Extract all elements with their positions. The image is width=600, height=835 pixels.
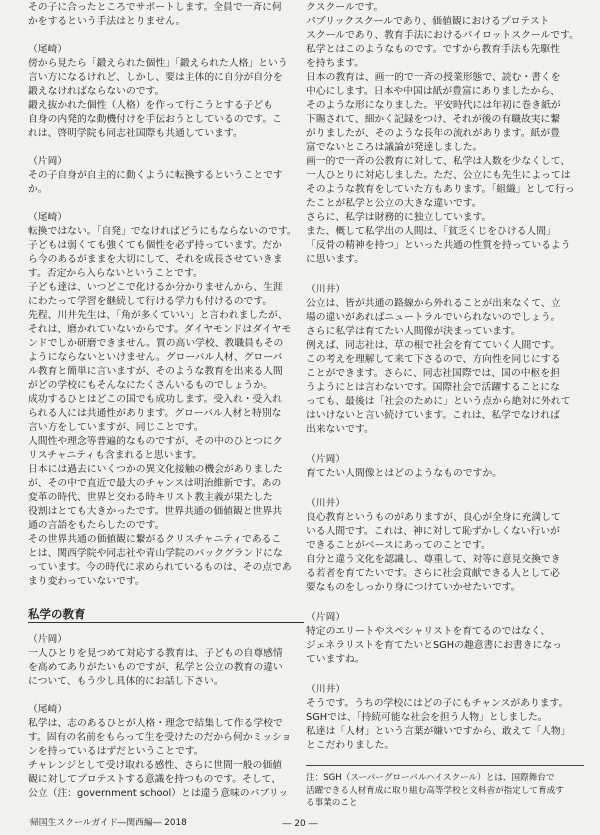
text-line: そのような教育をしていた方もあります。「組織」として行っ [306,184,575,195]
text-line: 育てたい人間像とはどのようなものですか。 [306,468,502,479]
text-line: 私学とはこのようなものです。ですから教育手法も先駆性 [306,44,560,55]
left-column [28,1,304,801]
text-line: 通の言語をもたらしたのです。 [28,520,165,531]
text-line: それは、磨かれていないからです。ダイヤモンドはダイヤモ [28,324,292,335]
text-line: 下賜されて、細かく記録をつけ、それが後の有職故実に繋 [306,114,561,125]
text-line: ら今のあるがままを大切にして、それを成長させていきま [28,254,283,265]
text-line: かをするという手法はとりません。 [28,16,186,27]
text-line: パブリックスクールであり、価値観におけるプロテスト [306,16,550,27]
text-line: はいけないと言い続けています。これは、私学でなければ [306,410,560,421]
speaker-label: （片岡） [306,454,346,465]
text-line: る若者を育てたいです。さらに社会貢献できる人として必 [306,568,560,579]
text-line: にわたって学習を継続して行ける学力も付けるのです。 [28,296,273,307]
interview-block [306,283,584,437]
interview-block [306,683,584,753]
text-line: そのような形になりました。平安時代には年初に巻き紙が [306,100,561,111]
text-line: っています。今の時代に求められているものは、その点であ [28,562,292,573]
text-line: スクールであり、教育手法におけるパイロットスクールです。 [306,30,579,41]
footnote-body [306,772,584,810]
text-line: 日本には過去にいくつかの異文化接触の機会がありました [28,464,283,475]
left-column-lower-text [28,633,304,801]
interview-block [306,497,584,595]
text-line: 出来ないです。 [306,424,374,435]
text-line: その子に合ったところでサポートします。全員で一斉に何 [28,2,282,13]
text-line: 日本の教育は、画一的で一斉の授業形態で、読む・書くを [306,72,561,83]
text-line: に思います。 [306,254,364,265]
text-line: SGHでは、「持続可能な社会を担う人物」としました。 [306,712,548,723]
text-line: リスチャニティも含まれると思います。 [28,450,203,461]
speaker-label: （片岡） [28,156,68,167]
text-line: まり変わっていないです。 [28,576,145,587]
text-line: 変革の時代、世界と交わる時キリスト教主義が果たした [28,492,273,503]
section-heading: 私学の教育 [28,607,304,623]
text-line: 成功するひとはどこの国でも成功します。受入れ・受入れ [28,394,282,405]
text-line: か。 [28,184,48,195]
text-line: 中心にします。日本や中国は紙が豊富にありましたから、 [306,86,560,97]
text-line: ジェネラリストを育てたいとSGHの趣意書にお書きになっ [306,640,562,651]
footnote [306,765,584,810]
text-line: 子ども達は、いつどこで化けるか分かりませんから、生涯 [28,282,283,293]
text-line: ンドでしか研磨できません。質の高い学校、教職員もその [28,338,284,349]
text-line: そうです。うちの学校にはどの子にもチャンスがあります。 [306,698,569,709]
text-line: 富でないところは議論が発達しました。 [306,142,483,153]
text-line: れは、啓明学院も同志社国際も共通しています。 [28,128,243,139]
text-line: クスクールです。 [306,2,384,13]
text-line: ようにならないといけません。グローバル人材、グローバ [28,352,283,363]
speaker-label: （川井） [306,284,346,295]
text-line: 良心教育というものがありますが、良心が全身に充満して [306,512,561,523]
text-line: その世界共通の価値観に繋がるクリスチャニティであるこ [28,534,282,545]
interview-block [28,211,304,589]
text-line: 観に対してプロテストする意識を持つものです。そして、 [28,774,282,785]
page-number: ― 20 ― [282,819,318,829]
text-line: す。否定から入らないということです。 [28,268,203,279]
text-line: 特定のエリートやスペシャリストを育てるのではなく、 [306,626,551,637]
text-line: 子どもは弱くても強くても個性を必ず持っています。だか [28,240,282,251]
speaker-label: （片岡） [28,634,68,645]
text-line: がどの学校にもそんなにたくさんいるものでしょうか。 [28,380,273,391]
text-line: 自分と違う文化を認識し、尊重して、対等に意見交換でき [306,554,561,565]
text-line: うようにとは言わないです。国際社会で活躍することにな [306,382,560,393]
text-line: さらに、私学は財務的に独立しています。 [306,212,492,223]
speaker-label: （片岡） [306,612,346,623]
speaker-label: （川井） [306,684,346,695]
text-line: とは、関西学院や同志社や青山学院のバックグランドにな [28,548,283,559]
text-line: この考えを理解して来て下さるので、方向性を同じにする [306,354,561,365]
text-line: 場の違いがあればニュートラルでいられないのでしょう。 [306,312,561,323]
text-line: 転換ではない。「自発」でなければどうにもならないのです。 [28,226,297,237]
text-line: その子自身が自主的に動くように転換するということです [28,170,283,181]
text-line: 私達は「人材」という言葉が嫌いですから、敢えて「人物」 [306,726,571,737]
text-line: 公立は、皆が共通の路線から外れることが出来なくて、立 [306,298,561,309]
text-line: について、もう少し具体的にお話し下さい。 [28,676,224,687]
interview-block [306,611,584,667]
text-line: られる人には共通性があります。グローバル人材と特別な [28,408,282,419]
text-line: ことができます。さらに、同志社国際では、国の中枢を担 [306,368,560,379]
text-line: いる人間です。これは、神に対して恥ずかしくない行いが [306,526,560,537]
text-line: 一人ひとりに対応しました。ただ、公立にも先生によっては [306,170,571,181]
text-line: ンを持っているはずだということです。 [28,746,204,757]
right-column-text [306,1,584,753]
text-line: 私学は、志のあるひとが人格・理念で結集して作る学校で [28,718,283,729]
text-line: す。固有の名前をもらって生を受けたのだから何かミッショ [28,732,292,743]
speaker-label: （川井） [306,498,346,509]
text-line: 役割はとても大きかったです。世界共通の価値観と世界共 [28,506,282,517]
footnote-line: る事業のこと [306,798,358,808]
text-line: 傍から見たら「鍛えられた個性」「鍛えられた人格」という [28,58,288,69]
text-line: 自身の内発的な動機付けを手伝おうとしているのです。こ [28,114,282,125]
text-line: ル教育と簡単に言いますが、そのような教育を出来る人間 [28,366,283,377]
text-line: っても、最後は「社会のために」という点から絶対に外れて [306,396,571,407]
text-line: 鍛えなければならないのです。 [28,86,165,97]
interview-block [28,703,304,801]
footer-publication-title: 帰国生スクールガイド―関西編― 2018 [30,818,187,828]
text-line: がりましたが、そのような長年の流れがあります。紙が豊 [306,128,560,139]
interview-block [28,1,304,29]
footnote-line: 活躍できる人材育成に取り組む高等学校と文科省が指定して育成す [306,785,564,796]
text-line: 人間性や理念等普遍的なものですが、その中のひとつにク [28,436,283,447]
text-line: 鍛え抜かれた個性（人格）を作って行こうとする子ども [28,100,273,111]
text-line: とこだわりました。 [306,740,395,751]
text-line: が、その中で直近で最大のチャンスは明治維新です。あの [28,478,282,489]
speaker-label: （尾崎） [28,44,68,55]
text-line: できることがベースにあってのことです。 [306,540,491,551]
text-line: 先程、川井先生は、「角が多くていい」と言われましたが、 [28,310,288,321]
text-line: 言い方になるけれど、しかし、要は主体的に自分が自分を [28,72,283,83]
interview-block [28,43,304,141]
interview-block [306,1,584,267]
text-line: 画一的で一斉の公教育に対して、私学は人数を少なくして、 [306,156,571,167]
speaker-label: （尾崎） [28,704,68,715]
interview-block [306,453,584,481]
text-line: を持ちます。 [306,58,364,69]
text-line: 言い方をしていますが、同じことです。 [28,422,204,433]
text-line: を高めてありがたいものですが、私学と公立の教育の違い [28,662,283,673]
speaker-label: （尾崎） [28,212,68,223]
footnote-line: 注：SGH（スーパーグローバルハイスクール）とは、国際舞台で [306,773,555,783]
interview-block [28,633,304,689]
text-line: さらに私学は育てたい人間像が決まっています。 [306,326,521,337]
text-line: たことが私学と公立の大きな違いです。 [306,198,482,209]
text-line: 例えば、同志社は、草の根で社会を育てていく人間です。 [306,340,560,351]
text-line: また、概して私学出の人間は、「貧乏くじをひける人間」 [306,226,556,237]
text-line: 公立（注：government school）とは違う意味のパブリッ [28,788,289,799]
text-line: ていますね。 [306,654,365,665]
text-line: チャレンジとして受け取れる感性、さらに世間一般の価値 [28,760,282,771]
left-column-upper-text [28,1,304,589]
interview-block [28,155,304,197]
text-line: 「反骨の精神を持つ」といった共通の性質を持っているよう [306,240,571,251]
text-line: 要なものをしっかり身につけていかせたいです。 [306,582,521,593]
text-line: 一人ひとりを見つめて対応する教育は、子どもの自尊感情 [28,648,283,659]
right-column [306,1,584,810]
